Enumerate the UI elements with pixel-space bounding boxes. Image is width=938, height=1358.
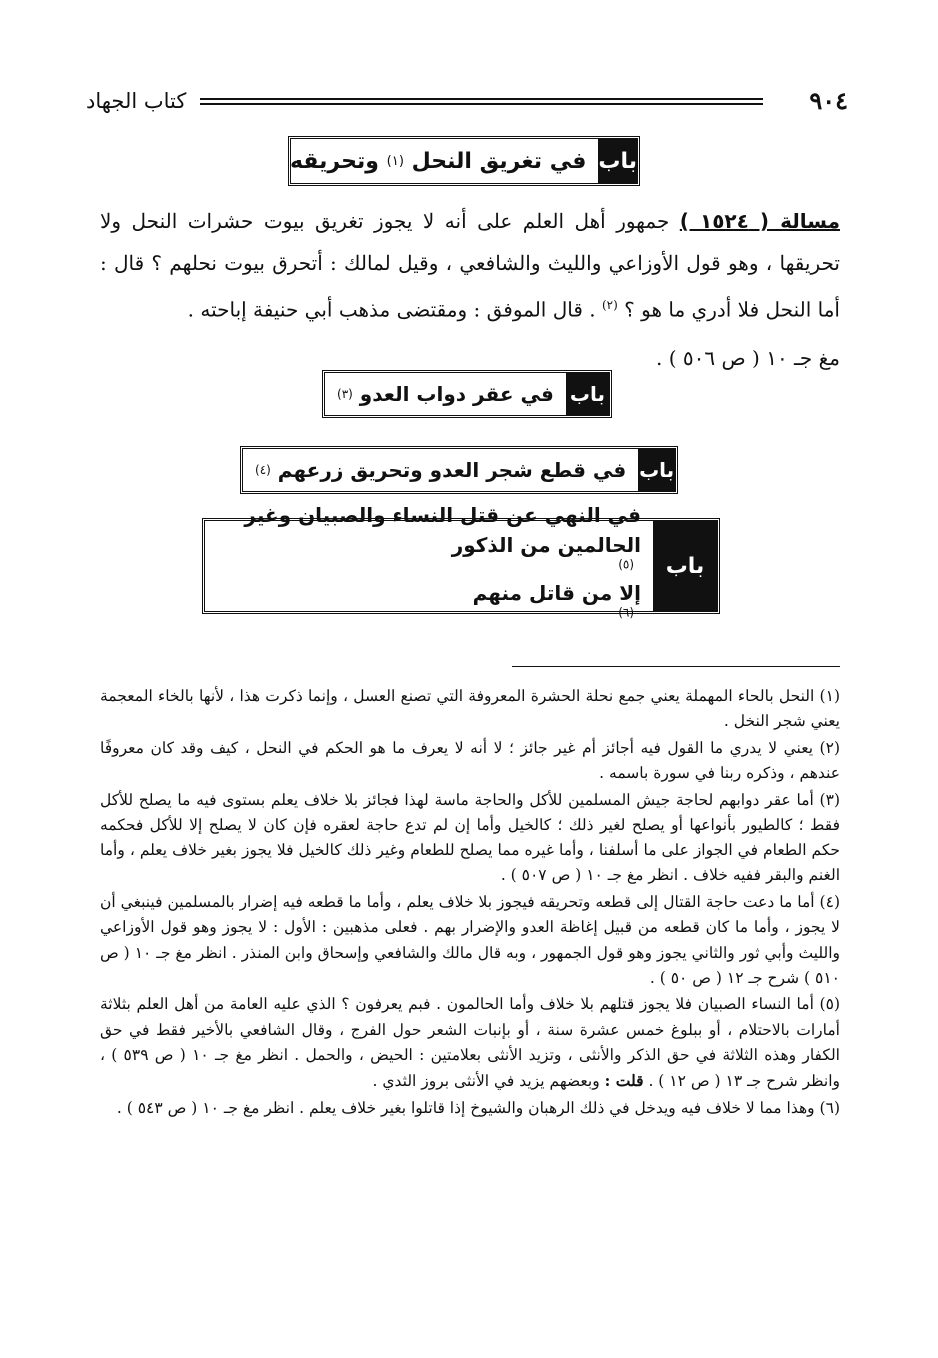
chapter-title	[278, 139, 598, 183]
chapter-title-end: وتحريقه	[289, 148, 379, 174]
footnote-3: (٣) أما عقر دوابهم لحاجة جيش المسلمين للأكل والحاجة ماسة لهذا فجائز بلا خلاف يعلم بستوى فيه ما يصلح للأكل فقط ؛ كالطيور بأنواعها أو يصلح لغير ذلك ؛ كالخيل وأما إن لم تدع حاجة لعقره فإن كان لا يصلح إلا للأكل فحكمه حكم الطعام في الجواز على ما أسلفنا ، وأما غيره مما يصلح للطعام وغير ذلك كالخيل فلا يجوز بغير خلاف يعلم ، وأما الغنم والبقر ففيه خلاف . انظر مغ جـ ١٠ ( ص ٥٠٧ ) .	[100, 790, 840, 885]
footnote-5	[100, 992, 840, 1094]
chapter-title-text: في عقر دواب العدو	[359, 382, 554, 406]
chapter-label: باب	[566, 373, 609, 415]
issue-label: مسالة ( ١٥٢٤ )	[679, 209, 841, 233]
footnote-2: (٢) يعني لا يدري ما القول فيه أجائز أم غير جائز ؛ لا أنه لا يعرف ما هو الحكم في النحل ، كيف وقد كان معروفًا عندهم ، وذكره ربنا في سورة باسمه .	[100, 738, 840, 783]
footnote-6: (٦) وهذا مما لا خلاف فيه ويدخل في ذلك الرهبان والشيوخ إذا قاتلوا بغير خلاف يعلم . انظر مغ جـ ١٠ ( ص ٥٤٣ ) .	[116, 1098, 840, 1117]
footnote-4: (٤) أما ما دعت حاجة القتال إلى قطعه وتحريقه فيجوز بلا خلاف يعلم ، وأما ما قطعه فيه إضرار بالمسلمين فينبغي أن لا يجوز ، وأما ما كان قطعه من قبيل إغاظة العدو والإضرار بهم . فعلى مذهبين : الأول : لا يجوز وهو قول الأوزاعي والليث وأبي ثور والثاني يجوز وهو قول الجمهور ، وبه قال مالك والشافعي وإسحاق وابن المنذر . انظر مغ جـ ١٠ ( ص ٥١٠ ) شرح جـ ١٢ ( ص ٥٠ ) .	[100, 893, 840, 987]
chapter-title-line-2	[452, 533, 641, 629]
footnote-1: (١) النحل بالحاء المهملة يعني جمع نحلة الحشرة المعروفة التي تصنع العسل ، وإنما ذكرت هذا ، لأنها بالخاء المعجمة يعني شجر النخل .	[100, 687, 840, 731]
footnote-5-bold: قلت :	[604, 1071, 644, 1091]
footnote-marker: (٣)	[337, 387, 353, 401]
chapter-label: باب	[598, 139, 637, 183]
footnote-marker: (٢)	[601, 298, 618, 312]
chapter-heading-prohibition	[202, 503, 720, 620]
chapter-label: باب	[653, 521, 717, 611]
book-title: كتاب الجهاد	[86, 89, 187, 113]
chapter-title	[325, 373, 566, 415]
chapter-heading-trees	[240, 446, 678, 494]
footnote-separator	[512, 666, 840, 667]
issue-text-1: جمهور أهل العلم على أنه لا يجوز تغريق بيوت حشرات النحل ولا تحريقها ، وهو قول الأوزاعي والليث والشافعي ، وقيل لمالك : أتحرق بيوت نحلهم ؟ قال : أما النحل فلا أدري ما هو ؟	[100, 209, 840, 322]
chapter-title	[243, 449, 638, 491]
issue-text-2: . قال الموفق : ومقتضى مذهب أبي حنيفة إباحته .	[187, 297, 602, 322]
chapter-title-part: الحالمين من الذكور	[451, 533, 641, 557]
chapter-heading-bees	[288, 136, 640, 186]
footnote-marker: (٤)	[255, 463, 271, 477]
chapter-title-text: في تغريق النحل	[411, 148, 587, 174]
footnote-5-text: (٥) أما النساء الصبيان فلا يجوز قتلهم بلا خلاف وأما الحالمون . فبم يعرفون ؟ الذي عليه العامة من أهل العلم بثلاثة أمارات بالاحتلام ، أو ببلوغ خمس عشرة سنة ، أو بإنبات الشعر حول الفرج ، وقال الشافعي بالأخير فقط في حق الكفار وهذه الثلاثة في حق الذكر والأنثى ، وتزيد الأنثى بعلامتين : الحيض ، والحمل . انظر مغ جـ ١٠ ( ص ٥٣٩ ) ، وانظر شرح جـ ١٣ ( ص ١٢ ) .	[100, 995, 840, 1091]
issue-paragraph	[100, 200, 840, 331]
chapter-title-part: إلا من قاتل منهم	[472, 581, 641, 605]
footnotes	[100, 684, 840, 1122]
header-rule	[200, 98, 763, 100]
footnote-5-tail: وبعضهم يزيد في الأنثى بروز الثدي .	[372, 1072, 605, 1091]
chapter-title-text: في قطع شجر العدو وتحريق زرعهم	[277, 458, 627, 482]
page-number: ٩٠٤	[809, 86, 848, 115]
footnote-marker: (٥)	[618, 557, 635, 572]
issue-reference: مغ جـ ١٠ ( ص ٥٠٦ ) .	[656, 346, 840, 370]
chapter-heading-mounts	[322, 370, 612, 418]
chapter-title-line-1: في النهي عن قتل النساء والصبيان وغير	[244, 503, 641, 527]
footnote-marker: (١)	[386, 153, 404, 169]
chapter-label: باب	[638, 449, 675, 491]
chapter-title	[232, 503, 653, 620]
footnote-marker: (٦)	[618, 605, 635, 620]
